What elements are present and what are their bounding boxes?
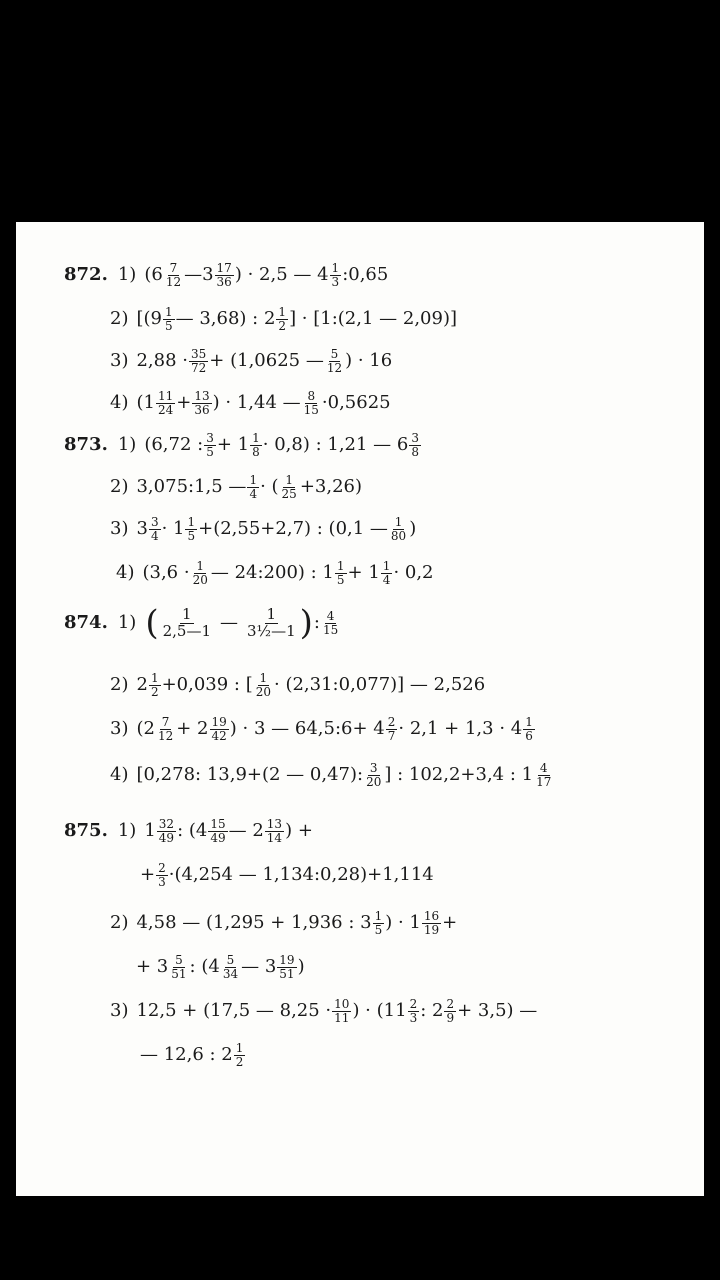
fraction: $\frac{1}{2,5—1}$ <box>162 604 211 640</box>
item-label: 4) <box>110 392 129 414</box>
problem-875-1-cont <box>140 862 434 888</box>
fraction: $\frac{5}{34}$ <box>222 953 239 981</box>
expr-text: — 3 <box>241 956 277 978</box>
expr-text: — 24:200) : 1 <box>210 562 334 584</box>
item-label: 1) <box>117 820 137 842</box>
expr-text: ·0,5625 <box>321 392 391 414</box>
fraction: $\frac{1}{\text{3½—1}}$ <box>247 604 296 640</box>
expr-text: 3 <box>136 518 148 540</box>
textbook-page <box>16 222 704 1196</box>
fraction: $\frac{19}{51}$ <box>279 953 295 981</box>
fraction: $\frac{1}{2}$ <box>150 671 159 699</box>
fraction: $\frac{3}{20}$ <box>366 761 382 789</box>
fraction: $\frac{1}{3}$ <box>331 261 340 289</box>
fraction: $\frac{35}{72}$ <box>191 347 207 375</box>
expr-text: — 12,6 : 2 <box>140 1044 233 1066</box>
expr-text: 2,88 · <box>136 350 189 372</box>
expr-text: + 1 <box>347 562 380 584</box>
fraction: $\frac{2}{3}$ <box>158 861 166 889</box>
problem-875-2-cont <box>136 954 305 980</box>
expr-text: : 2 <box>420 1000 444 1022</box>
expr-text: ) · 1 <box>385 912 421 934</box>
problem-873-2 <box>110 474 362 500</box>
expr-text: + 3,5) — <box>457 1000 538 1022</box>
fraction: $\frac{3}{5}$ <box>206 431 214 459</box>
problem-875-3 <box>110 998 537 1024</box>
fraction: $\frac{32}{49}$ <box>158 817 175 845</box>
fraction: $\frac{1}{4}$ <box>382 559 391 587</box>
expr-text: ·(4,254 — 1,134:0,28)+1,114 <box>168 864 434 886</box>
expr-text: ) <box>409 518 417 540</box>
fraction: $\frac{1}{80}$ <box>390 515 407 543</box>
fraction: $\frac{1}{5}$ <box>374 909 383 937</box>
expr-text: ) · 3 — 64,5:6+ 4 <box>229 718 385 740</box>
expr-text: · 0,2 <box>393 562 434 584</box>
fraction: $\frac{1}{8}$ <box>252 431 260 459</box>
expr-text: 2 <box>136 674 148 696</box>
expr-text: :0,65 <box>342 264 389 286</box>
fraction: $\frac{4}{15}$ <box>322 608 339 637</box>
item-label: 1) <box>117 434 137 456</box>
fraction: $\frac{2}{3}$ <box>409 997 418 1025</box>
problem-872-4 <box>110 390 391 416</box>
expr-text: : <box>313 612 320 633</box>
fraction: $\frac{5}{51}$ <box>171 953 187 981</box>
expr-text: [(9 <box>136 308 162 330</box>
fraction: $\frac{1}{2}$ <box>235 1041 244 1069</box>
expr-text: 12,5 + (17,5 — 8,25 · <box>136 1000 332 1022</box>
expr-text: ) · 1,44 — <box>212 392 301 414</box>
expr-text: + <box>176 392 192 414</box>
fraction: $\frac{8}{15}$ <box>303 389 319 417</box>
expr-text: + 1 <box>216 434 250 456</box>
fraction: $\frac{1}{5}$ <box>336 559 345 587</box>
problem-873-3 <box>110 516 416 542</box>
expr-text: [0,278: 13,9+(2 — 0,47): <box>136 764 364 786</box>
item-label: 2) <box>110 476 129 498</box>
fraction: $\frac{13}{36}$ <box>194 389 210 417</box>
problem-875-2 <box>110 910 457 936</box>
problem-875-1 <box>64 818 313 844</box>
problem-number: 874. <box>64 612 108 633</box>
expr-text: — <box>220 612 238 633</box>
expr-text: + 2 <box>176 718 209 740</box>
expr-text: +(2,55+2,7) : (0,1 — <box>198 518 388 540</box>
item-label: 4) <box>110 764 129 786</box>
fraction: $\frac{17}{36}$ <box>216 261 232 289</box>
problem-872-1 <box>64 262 388 288</box>
problem-874-1: 874. 1) ( $\frac{1}{2,5—1}$ — $\frac{1}{\text{3½—1}}$ ) : $\frac{4}{15}$ <box>64 603 339 643</box>
problem-number: 872. <box>64 264 108 286</box>
fraction: $\frac{2}{7}$ <box>387 715 396 743</box>
fraction: $\frac{7}{12}$ <box>165 261 182 289</box>
expr-text: · 2,1 + 1,3 · 4 <box>398 718 523 740</box>
problem-874-2 <box>110 672 485 698</box>
expr-text: (6 <box>144 264 163 286</box>
item-label: 2) <box>110 674 129 696</box>
expr-text: (1 <box>136 392 155 414</box>
item-label: 3) <box>110 1000 129 1022</box>
expr-text: ) <box>297 956 305 978</box>
fraction: $\frac{11}{24}$ <box>157 389 174 417</box>
fraction: $\frac{1}{5}$ <box>187 515 196 543</box>
fraction: $\frac{1}{20}$ <box>192 559 208 587</box>
fraction: $\frac{4}{17}$ <box>536 761 552 789</box>
expr-text: + <box>140 864 156 886</box>
problem-874-3 <box>110 716 536 742</box>
fraction: $\frac{3}{8}$ <box>411 431 419 459</box>
problem-875-3-cont <box>140 1042 246 1068</box>
expr-text: : (4 <box>189 956 220 978</box>
expr-text: · ( <box>260 476 279 498</box>
fraction: $\frac{2}{9}$ <box>446 997 455 1025</box>
expr-text: · 1 <box>161 518 185 540</box>
expr-text: (2 <box>136 718 155 740</box>
fraction: $\frac{1}{6}$ <box>525 715 533 743</box>
expr-text: · 0,8) : 1,21 — 6 <box>262 434 409 456</box>
fraction: $\frac{13}{14}$ <box>266 817 283 845</box>
expr-text: (6,72 : <box>144 434 204 456</box>
expr-text: 4,58 — (1,295 + 1,936 : 3 <box>136 912 372 934</box>
expr-text: — 2 <box>228 820 264 842</box>
expr-text: ] · [1:(2,1 — 2,09)] <box>289 308 458 330</box>
expr-text: — 3,68) : 2 <box>175 308 276 330</box>
expr-text: (3,6 · <box>142 562 190 584</box>
item-label: 3) <box>110 518 129 540</box>
problem-873-1 <box>64 432 422 458</box>
problem-872-3 <box>110 348 392 374</box>
fraction: $\frac{1}{25}$ <box>281 473 297 501</box>
fraction: $\frac{19}{42}$ <box>211 715 227 743</box>
expr-text: —3 <box>184 264 214 286</box>
fraction: $\frac{5}{12}$ <box>326 347 343 375</box>
item-label: 1) <box>117 264 137 286</box>
fraction: $\frac{3}{4}$ <box>150 515 159 543</box>
item-label: 4) <box>116 562 135 584</box>
fraction: $\frac{10}{11}$ <box>334 997 350 1025</box>
item-label: 2) <box>110 912 129 934</box>
problem-number: 875. <box>64 820 108 842</box>
fraction: $\frac{1}{4}$ <box>249 473 258 501</box>
expr-text: ) · 2,5 — 4 <box>234 264 329 286</box>
fraction: $\frac{1}{2}$ <box>278 305 287 333</box>
expr-text: ] : 102,2+3,4 : 1 <box>384 764 534 786</box>
fraction: $\frac{16}{19}$ <box>423 909 440 937</box>
fraction: $\frac{1}{5}$ <box>164 305 173 333</box>
expr-text: 1 <box>144 820 156 842</box>
expr-text: + (1,0625 — <box>209 350 324 372</box>
expr-text: ) + <box>285 820 313 842</box>
expr-text: ) · 16 <box>345 350 393 372</box>
expr-text: + <box>442 912 458 934</box>
expr-text: +0,039 : [ <box>161 674 253 696</box>
problem-874-4 <box>110 762 554 788</box>
problem-number: 873. <box>64 434 108 456</box>
problem-873-4 <box>116 560 434 586</box>
problem-872-2 <box>110 306 457 332</box>
expr-text: + 3 <box>136 956 169 978</box>
item-label: 2) <box>110 308 129 330</box>
fraction: $\frac{15}{49}$ <box>210 817 226 845</box>
expr-text: 3,075:1,5 — <box>136 476 247 498</box>
expr-text: · (2,31:0,077)] — 2,526 <box>274 674 486 696</box>
expr-text: : (4 <box>177 820 208 842</box>
fraction: $\frac{1}{20}$ <box>255 671 272 699</box>
fraction: $\frac{7}{12}$ <box>157 715 174 743</box>
expr-text: ) · (11 <box>352 1000 407 1022</box>
item-label: 3) <box>110 350 129 372</box>
item-label: 3) <box>110 718 129 740</box>
expr-text: +3,26) <box>299 476 363 498</box>
item-label: 1) <box>117 612 137 633</box>
